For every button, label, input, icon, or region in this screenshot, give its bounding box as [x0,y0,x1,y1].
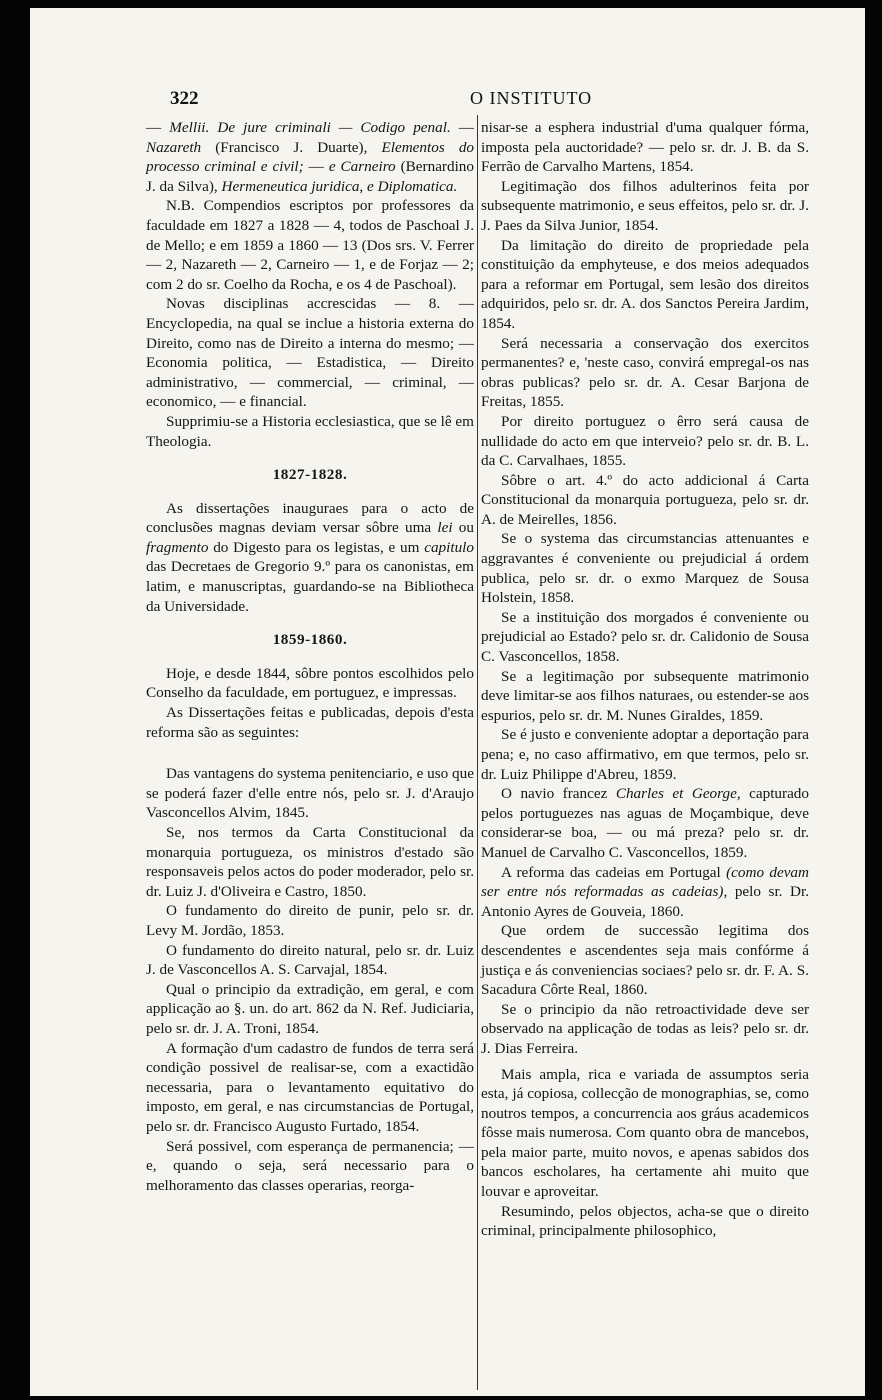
thesis-entry: Por direito portuguez o êrro será causa de nullidade do acto em que interveio? pelo sr. dr. B. L. da C. Carvalhaes, 1855. [481,412,809,470]
column-divider [477,115,478,1390]
italic-run: (como devam ser entre nós reformadas as cadeias) [481,863,809,901]
section-heading-1827: 1827-1828. [272,466,348,484]
thesis-entry: Será possivel, com esperança de permanencia; — e, quando o seja, será necessario para o melhoramento das classes operarias, reorga- [146,1137,474,1194]
right-continuation-paragraph: nisar-se a esphera industrial d'uma qualquer fórma, imposta pela auctoridade? — pelo sr. dr. J. B. da S. Ferrão de Carvalho Martens, 1854. [481,119,809,176]
summary-paragraph: Mais ampla, rica e variada de assumptos seria esta, já copiosa, collecção de monographias, se, como noutros tempos, a concurrencia aos gráus academicos fôsse mais numerosa. Com quanto obra de mancebos, pela maior parte, muito novos, e apenas sabidos dos bancos escholares, ha certamente ahi muito que louvar e aproveitar. [481,1065,809,1201]
thesis-entry: Da limitação do direito de propriedade pela constituição da emphyteuse, e dos meios adequados para a reformar em Portugal, sem lesão dos direitos adquiridos, pelo sr. dr. A. dos Sanctos Pereira Jardim, 1854. [481,236,809,332]
right-column [481,118,809,1241]
thesis-entry: Qual o principio da extradição, em geral, e com applicação ao §. un. do art. 862 da N. Ref. Judiciaria, pelo sr. dr. J. A. Troni, 1854. [146,980,474,1037]
text-run: , capturado pelos portuguezes nas aguas de Moçambique, deve considerar-se boa, — ou má preza? pelo sr. dr. Manuel de Carvalho C. Vasconcellos, 1859. [481,785,809,861]
thesis-entry: Se a legitimação por subsequente matrimonio deve limitar-se aos filhos naturaes, ou estender-se aos espurios, pelo sr. dr. M. Nunes Giraldes, 1859. [481,667,809,724]
italic-run: Hermeneutica juridica, e Diplomatica. [221,177,458,195]
thesis-entry: Se o principio da não retroactividade deve ser observado na applicação de todas as leis? pelo sr. dr. J. Dias Ferreira. [481,1000,809,1057]
dissertations-paragraph [146,499,474,617]
resuming-paragraph: Resumindo, pelos objectos, acha-se que o direito criminal, principalmente philosophico, [481,1202,809,1240]
today-paragraph: Hoje, e desde 1844, sôbre pontos escolhidos pelo Conselho da faculdade, em portuguez, e impressas. [146,664,474,702]
new-subjects-paragraph: Novas disciplinas accrescidas — 8. — Encyclopedia, na qual se inclue a historia externa do Direito, como nas de Direito a interna do mesmo; — Economia politica, — Estadistica, — Direito administrativo, — commercial, — criminal, — economico, — e financial. [146,295,474,411]
thesis-entry: O fundamento do direito natural, pelo sr. dr. Luiz J. de Vasconcellos A. S. Carvajal, 1854. [146,941,474,979]
text-run: do Digesto para os legistas, e um [208,538,425,556]
italic-run: Mellii. De jure criminali — Codigo penal. [169,119,451,136]
text-run: O navio francez [501,785,616,803]
text-run: — [303,158,329,176]
page-number: 322 [170,88,199,109]
right-theses-list-2 [481,921,809,1058]
thesis-entry: Se o systema das circumstancias attenuantes e aggravantes é conveniente ou prejudicial á ordem publica, pelo sr. dr. o exmo Marquez de Sousa Holstein, 1858. [481,530,809,607]
prison-reform-paragraph [481,863,809,922]
italic-run: lei [437,519,453,537]
thesis-entry: O fundamento do direito de punir, pelo sr. dr. Levy M. Jordão, 1853. [146,902,474,939]
thesis-entry: Sôbre o art. 4.º do acto addicional á Carta Constitucional da monarquia portugueza, pelo sr. dr. A. de Meirelles, 1856. [481,471,809,528]
spacer [146,742,474,764]
page-header [170,80,860,120]
ship-paragraph [481,784,809,862]
text-run: As dissertações inauguraes para o acto de conclusões magnas deviam versar sôbre uma [146,499,474,537]
thesis-entry: Das vantagens do systema penitenciario, e uso que se poderá fazer d'elle entre nós, pelo sr. J. d'Araujo Vasconcellos Alvim, 1845. [146,765,474,822]
thesis-entry: Se a instituição dos morgados é conveniente ou prejudicial ao Estado? pelo sr. dr. Calidonio de Sousa C. Vasconcellos, 1858. [481,608,809,666]
text-run: (Bernardino J. da Silva), [146,158,474,195]
text-run: das Decretaes de Gregorio 9.º para os canonistas, em latim, e manuscriptas, guardando-se na Bibliotheca da Universidade. [146,558,474,615]
nb-paragraph: N.B. Compendios escriptos por professores da faculdade em 1827 a 1828 — 4, todos de Paschoal J. de Mello; e em 1859 a 1860 — 13 (Dos srs. V. Ferrer — 2, Nazareth — 2, Carneiro — 1, e de Forjaz — 2; com 2 do sr. Coelho da Rocha, e os 4 de Paschoal). [146,197,474,293]
thesis-entry: Legitimação dos filhos adulterinos feita por subsequente matrimonio, e seus effeitos, pelo sr. dr. J. J. Paes da Silva Junior, 1854. [481,177,809,234]
text-run: A reforma das cadeias em Portugal [501,863,727,881]
italic-run: fragmento [146,538,209,556]
text-run: (Francisco J. Duarte), [201,138,382,156]
text-run: ou [452,519,474,537]
suppressed-paragraph: Supprimiu-se a Historia ecclesiastica, que se lê em Theologia. [146,412,474,450]
thesis-entry: A formação d'um cadastro de fundos de terra será condição possivel de realisar-se, com a exactidão necessaria, para o levantamento equitativo do imposto, em geral, e nas circumstancias de Portugal, pelo sr. dr. Francisco Augusto Furtado, 1854. [146,1039,474,1135]
italic-run: Charles et George [615,785,737,803]
text-run: , pelo sr. Dr. Antonio Ayres de Gouveia, 1860. [481,883,809,920]
thesis-entry: Será necessaria a conservação dos exercitos permanentes? e, 'neste caso, convirá empregal-os nas obras publicas? pelo sr. dr. A. Cesar Barjona de Freitas, 1855. [481,334,809,411]
left-column [146,118,474,1195]
thesis-entry: Se, nos termos da Carta Constitucional da monarquia portugueza, os ministros d'estado são responsaveis pelos actos do poder moderador, pelo sr. dr. Luiz J. d'Oliveira e Castro, 1850. [146,824,474,900]
section-heading-1859: 1859-1860. [272,631,348,649]
thesis-entry: Se é justo e conveniente adoptar a deportação para pena; e, no caso affirmativo, em que termos, pelo sr. dr. Luiz Philippe d'Abreu, 1859. [481,726,809,783]
continuation-paragraph [146,118,474,196]
right-theses-list [481,177,809,784]
text-run: — [146,119,170,136]
list-intro-paragraph: As Dissertações feitas e publicadas, depois d'esta reforma são as seguintes: [146,704,474,741]
thesis-entry: Que ordem de successão legitima dos descendentes e ascendentes seja mais confórme á justiça e ás conveniencias sociaes? pelo sr. dr. F. A. S. Sacadura Côrte Real, 1860. [481,922,809,999]
text-run: — [450,119,474,136]
italic-run: e Carneiro [328,158,396,176]
left-theses-list [146,764,474,1195]
italic-run: Nazareth [146,138,202,156]
italic-run: Elementos do processo criminal e civil; [146,138,475,176]
italic-run: capitulo [424,538,474,556]
running-title: O INSTITUTO [470,88,593,108]
